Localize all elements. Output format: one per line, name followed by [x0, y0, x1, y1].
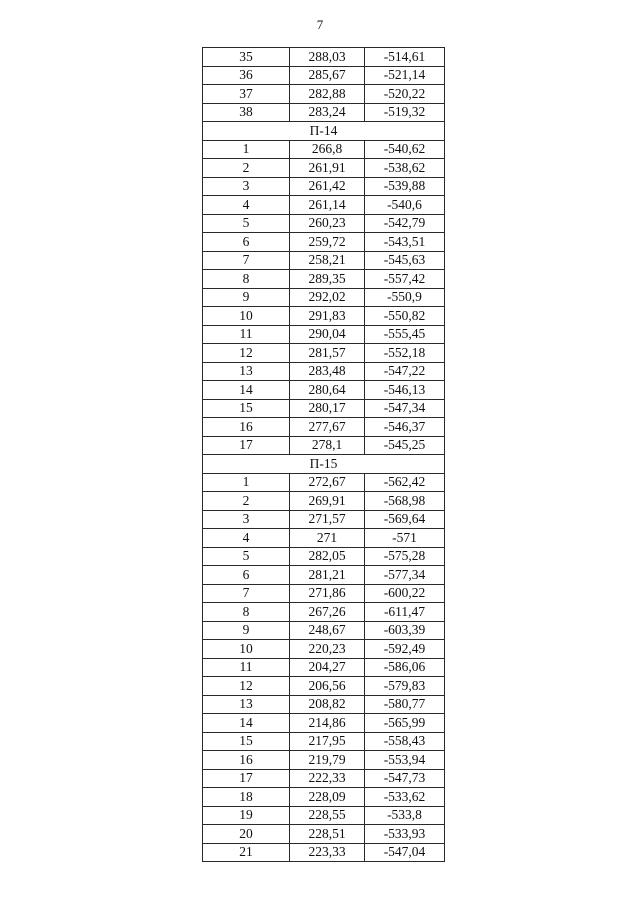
x-coordinate-cell: 280,64 — [290, 381, 365, 400]
table-row — [203, 584, 445, 603]
x-coordinate-cell: 228,09 — [290, 788, 365, 807]
y-coordinate-cell: -547,34 — [365, 399, 445, 418]
x-coordinate-cell: 269,91 — [290, 492, 365, 511]
table-row — [203, 214, 445, 233]
table-row — [203, 603, 445, 622]
table-row — [203, 362, 445, 381]
y-coordinate-cell: -546,13 — [365, 381, 445, 400]
table-row — [203, 159, 445, 178]
y-coordinate-cell: -521,14 — [365, 66, 445, 85]
point-number-cell: 21 — [203, 843, 290, 862]
y-coordinate-cell: -600,22 — [365, 584, 445, 603]
table-row — [203, 732, 445, 751]
point-number-cell: 18 — [203, 788, 290, 807]
section-header: П-15 — [203, 455, 445, 474]
point-number-cell: 11 — [203, 325, 290, 344]
x-coordinate-cell: 217,95 — [290, 732, 365, 751]
point-number-cell: 37 — [203, 85, 290, 104]
y-coordinate-cell: -603,39 — [365, 621, 445, 640]
page-number: 7 — [316, 17, 324, 32]
table-row — [203, 270, 445, 289]
y-coordinate-cell: -533,62 — [365, 788, 445, 807]
table-row — [203, 473, 445, 492]
table-row — [203, 566, 445, 585]
table-row — [203, 233, 445, 252]
x-coordinate-cell: 285,67 — [290, 66, 365, 85]
table-row — [203, 843, 445, 862]
point-number-cell: 1 — [203, 473, 290, 492]
table-row — [203, 307, 445, 326]
point-number-cell: 11 — [203, 658, 290, 677]
x-coordinate-cell: 278,1 — [290, 436, 365, 455]
point-number-cell: 15 — [203, 732, 290, 751]
x-coordinate-cell: 281,21 — [290, 566, 365, 585]
table-row — [203, 48, 445, 67]
point-number-cell: 16 — [203, 418, 290, 437]
table-row — [203, 103, 445, 122]
y-coordinate-cell: -611,47 — [365, 603, 445, 622]
x-coordinate-cell: 258,21 — [290, 251, 365, 270]
table-row — [203, 695, 445, 714]
y-coordinate-cell: -565,99 — [365, 714, 445, 733]
point-number-cell: 7 — [203, 251, 290, 270]
x-coordinate-cell: 272,67 — [290, 473, 365, 492]
point-number-cell: 6 — [203, 566, 290, 585]
x-coordinate-cell: 261,42 — [290, 177, 365, 196]
table-row — [203, 658, 445, 677]
table-row — [203, 418, 445, 437]
table-row — [203, 529, 445, 548]
table-row — [203, 288, 445, 307]
table-row — [203, 85, 445, 104]
x-coordinate-cell: 222,33 — [290, 769, 365, 788]
point-number-cell: 9 — [203, 621, 290, 640]
table-row — [203, 769, 445, 788]
table-row — [203, 140, 445, 159]
point-number-cell: 4 — [203, 196, 290, 215]
y-coordinate-cell: -569,64 — [365, 510, 445, 529]
y-coordinate-cell: -545,63 — [365, 251, 445, 270]
table-row — [203, 251, 445, 270]
table-row — [203, 492, 445, 511]
y-coordinate-cell: -552,18 — [365, 344, 445, 363]
point-number-cell: 12 — [203, 677, 290, 696]
x-coordinate-cell: 291,83 — [290, 307, 365, 326]
y-coordinate-cell: -577,34 — [365, 566, 445, 585]
point-number-cell: 13 — [203, 362, 290, 381]
table-row — [203, 344, 445, 363]
x-coordinate-cell: 282,05 — [290, 547, 365, 566]
table-row — [203, 640, 445, 659]
table-row — [203, 436, 445, 455]
y-coordinate-cell: -540,6 — [365, 196, 445, 215]
x-coordinate-cell: 283,48 — [290, 362, 365, 381]
x-coordinate-cell: 266,8 — [290, 140, 365, 159]
y-coordinate-cell: -550,9 — [365, 288, 445, 307]
x-coordinate-cell: 271,86 — [290, 584, 365, 603]
y-coordinate-cell: -575,28 — [365, 547, 445, 566]
y-coordinate-cell: -543,51 — [365, 233, 445, 252]
table-row — [203, 381, 445, 400]
y-coordinate-cell: -533,93 — [365, 825, 445, 844]
y-coordinate-cell: -533,8 — [365, 806, 445, 825]
x-coordinate-cell: 282,88 — [290, 85, 365, 104]
table-row — [203, 751, 445, 770]
table-row — [203, 714, 445, 733]
point-number-cell: 17 — [203, 436, 290, 455]
table-row — [203, 325, 445, 344]
x-coordinate-cell: 223,33 — [290, 843, 365, 862]
table-row — [203, 510, 445, 529]
x-coordinate-cell: 288,03 — [290, 48, 365, 67]
x-coordinate-cell: 206,56 — [290, 677, 365, 696]
x-coordinate-cell: 219,79 — [290, 751, 365, 770]
point-number-cell: 4 — [203, 529, 290, 548]
point-number-cell: 15 — [203, 399, 290, 418]
y-coordinate-cell: -558,43 — [365, 732, 445, 751]
y-coordinate-cell: -519,32 — [365, 103, 445, 122]
point-number-cell: 1 — [203, 140, 290, 159]
point-number-cell: 2 — [203, 159, 290, 178]
x-coordinate-cell: 261,14 — [290, 196, 365, 215]
y-coordinate-cell: -514,61 — [365, 48, 445, 67]
point-number-cell: 6 — [203, 233, 290, 252]
x-coordinate-cell: 277,67 — [290, 418, 365, 437]
point-number-cell: 7 — [203, 584, 290, 603]
coordinate-table-body — [203, 48, 445, 862]
table-row — [203, 621, 445, 640]
point-number-cell: 38 — [203, 103, 290, 122]
y-coordinate-cell: -546,37 — [365, 418, 445, 437]
x-coordinate-cell: 261,91 — [290, 159, 365, 178]
y-coordinate-cell: -542,79 — [365, 214, 445, 233]
x-coordinate-cell: 259,72 — [290, 233, 365, 252]
point-number-cell: 36 — [203, 66, 290, 85]
y-coordinate-cell: -547,73 — [365, 769, 445, 788]
point-number-cell: 8 — [203, 270, 290, 289]
x-coordinate-cell: 271,57 — [290, 510, 365, 529]
point-number-cell: 19 — [203, 806, 290, 825]
x-coordinate-cell: 214,86 — [290, 714, 365, 733]
point-number-cell: 3 — [203, 177, 290, 196]
point-number-cell: 35 — [203, 48, 290, 67]
point-number-cell: 3 — [203, 510, 290, 529]
y-coordinate-cell: -592,49 — [365, 640, 445, 659]
y-coordinate-cell: -580,77 — [365, 695, 445, 714]
y-coordinate-cell: -520,22 — [365, 85, 445, 104]
x-coordinate-cell: 228,55 — [290, 806, 365, 825]
x-coordinate-cell: 220,23 — [290, 640, 365, 659]
y-coordinate-cell: -540,62 — [365, 140, 445, 159]
coordinate-table — [202, 47, 445, 862]
section-header-row — [203, 122, 445, 141]
table-row — [203, 66, 445, 85]
x-coordinate-cell: 267,26 — [290, 603, 365, 622]
table-row — [203, 788, 445, 807]
x-coordinate-cell: 271 — [290, 529, 365, 548]
point-number-cell: 8 — [203, 603, 290, 622]
x-coordinate-cell: 228,51 — [290, 825, 365, 844]
y-coordinate-cell: -550,82 — [365, 307, 445, 326]
table-row — [203, 399, 445, 418]
table-row — [203, 177, 445, 196]
table-row — [203, 196, 445, 215]
x-coordinate-cell: 281,57 — [290, 344, 365, 363]
point-number-cell: 20 — [203, 825, 290, 844]
y-coordinate-cell: -538,62 — [365, 159, 445, 178]
point-number-cell: 10 — [203, 307, 290, 326]
x-coordinate-cell: 289,35 — [290, 270, 365, 289]
table-row — [203, 547, 445, 566]
point-number-cell: 5 — [203, 214, 290, 233]
y-coordinate-cell: -557,42 — [365, 270, 445, 289]
x-coordinate-cell: 208,82 — [290, 695, 365, 714]
point-number-cell: 14 — [203, 381, 290, 400]
x-coordinate-cell: 280,17 — [290, 399, 365, 418]
y-coordinate-cell: -539,88 — [365, 177, 445, 196]
point-number-cell: 17 — [203, 769, 290, 788]
x-coordinate-cell: 248,67 — [290, 621, 365, 640]
y-coordinate-cell: -579,83 — [365, 677, 445, 696]
y-coordinate-cell: -547,22 — [365, 362, 445, 381]
point-number-cell: 5 — [203, 547, 290, 566]
section-header-row — [203, 455, 445, 474]
x-coordinate-cell: 283,24 — [290, 103, 365, 122]
y-coordinate-cell: -571 — [365, 529, 445, 548]
point-number-cell: 10 — [203, 640, 290, 659]
point-number-cell: 13 — [203, 695, 290, 714]
y-coordinate-cell: -547,04 — [365, 843, 445, 862]
y-coordinate-cell: -545,25 — [365, 436, 445, 455]
y-coordinate-cell: -553,94 — [365, 751, 445, 770]
point-number-cell: 2 — [203, 492, 290, 511]
table-row — [203, 806, 445, 825]
point-number-cell: 14 — [203, 714, 290, 733]
y-coordinate-cell: -568,98 — [365, 492, 445, 511]
table-row — [203, 825, 445, 844]
x-coordinate-cell: 260,23 — [290, 214, 365, 233]
section-header: П-14 — [203, 122, 445, 141]
point-number-cell: 16 — [203, 751, 290, 770]
point-number-cell: 12 — [203, 344, 290, 363]
x-coordinate-cell: 290,04 — [290, 325, 365, 344]
y-coordinate-cell: -586,06 — [365, 658, 445, 677]
y-coordinate-cell: -555,45 — [365, 325, 445, 344]
x-coordinate-cell: 204,27 — [290, 658, 365, 677]
x-coordinate-cell: 292,02 — [290, 288, 365, 307]
table-row — [203, 677, 445, 696]
y-coordinate-cell: -562,42 — [365, 473, 445, 492]
point-number-cell: 9 — [203, 288, 290, 307]
